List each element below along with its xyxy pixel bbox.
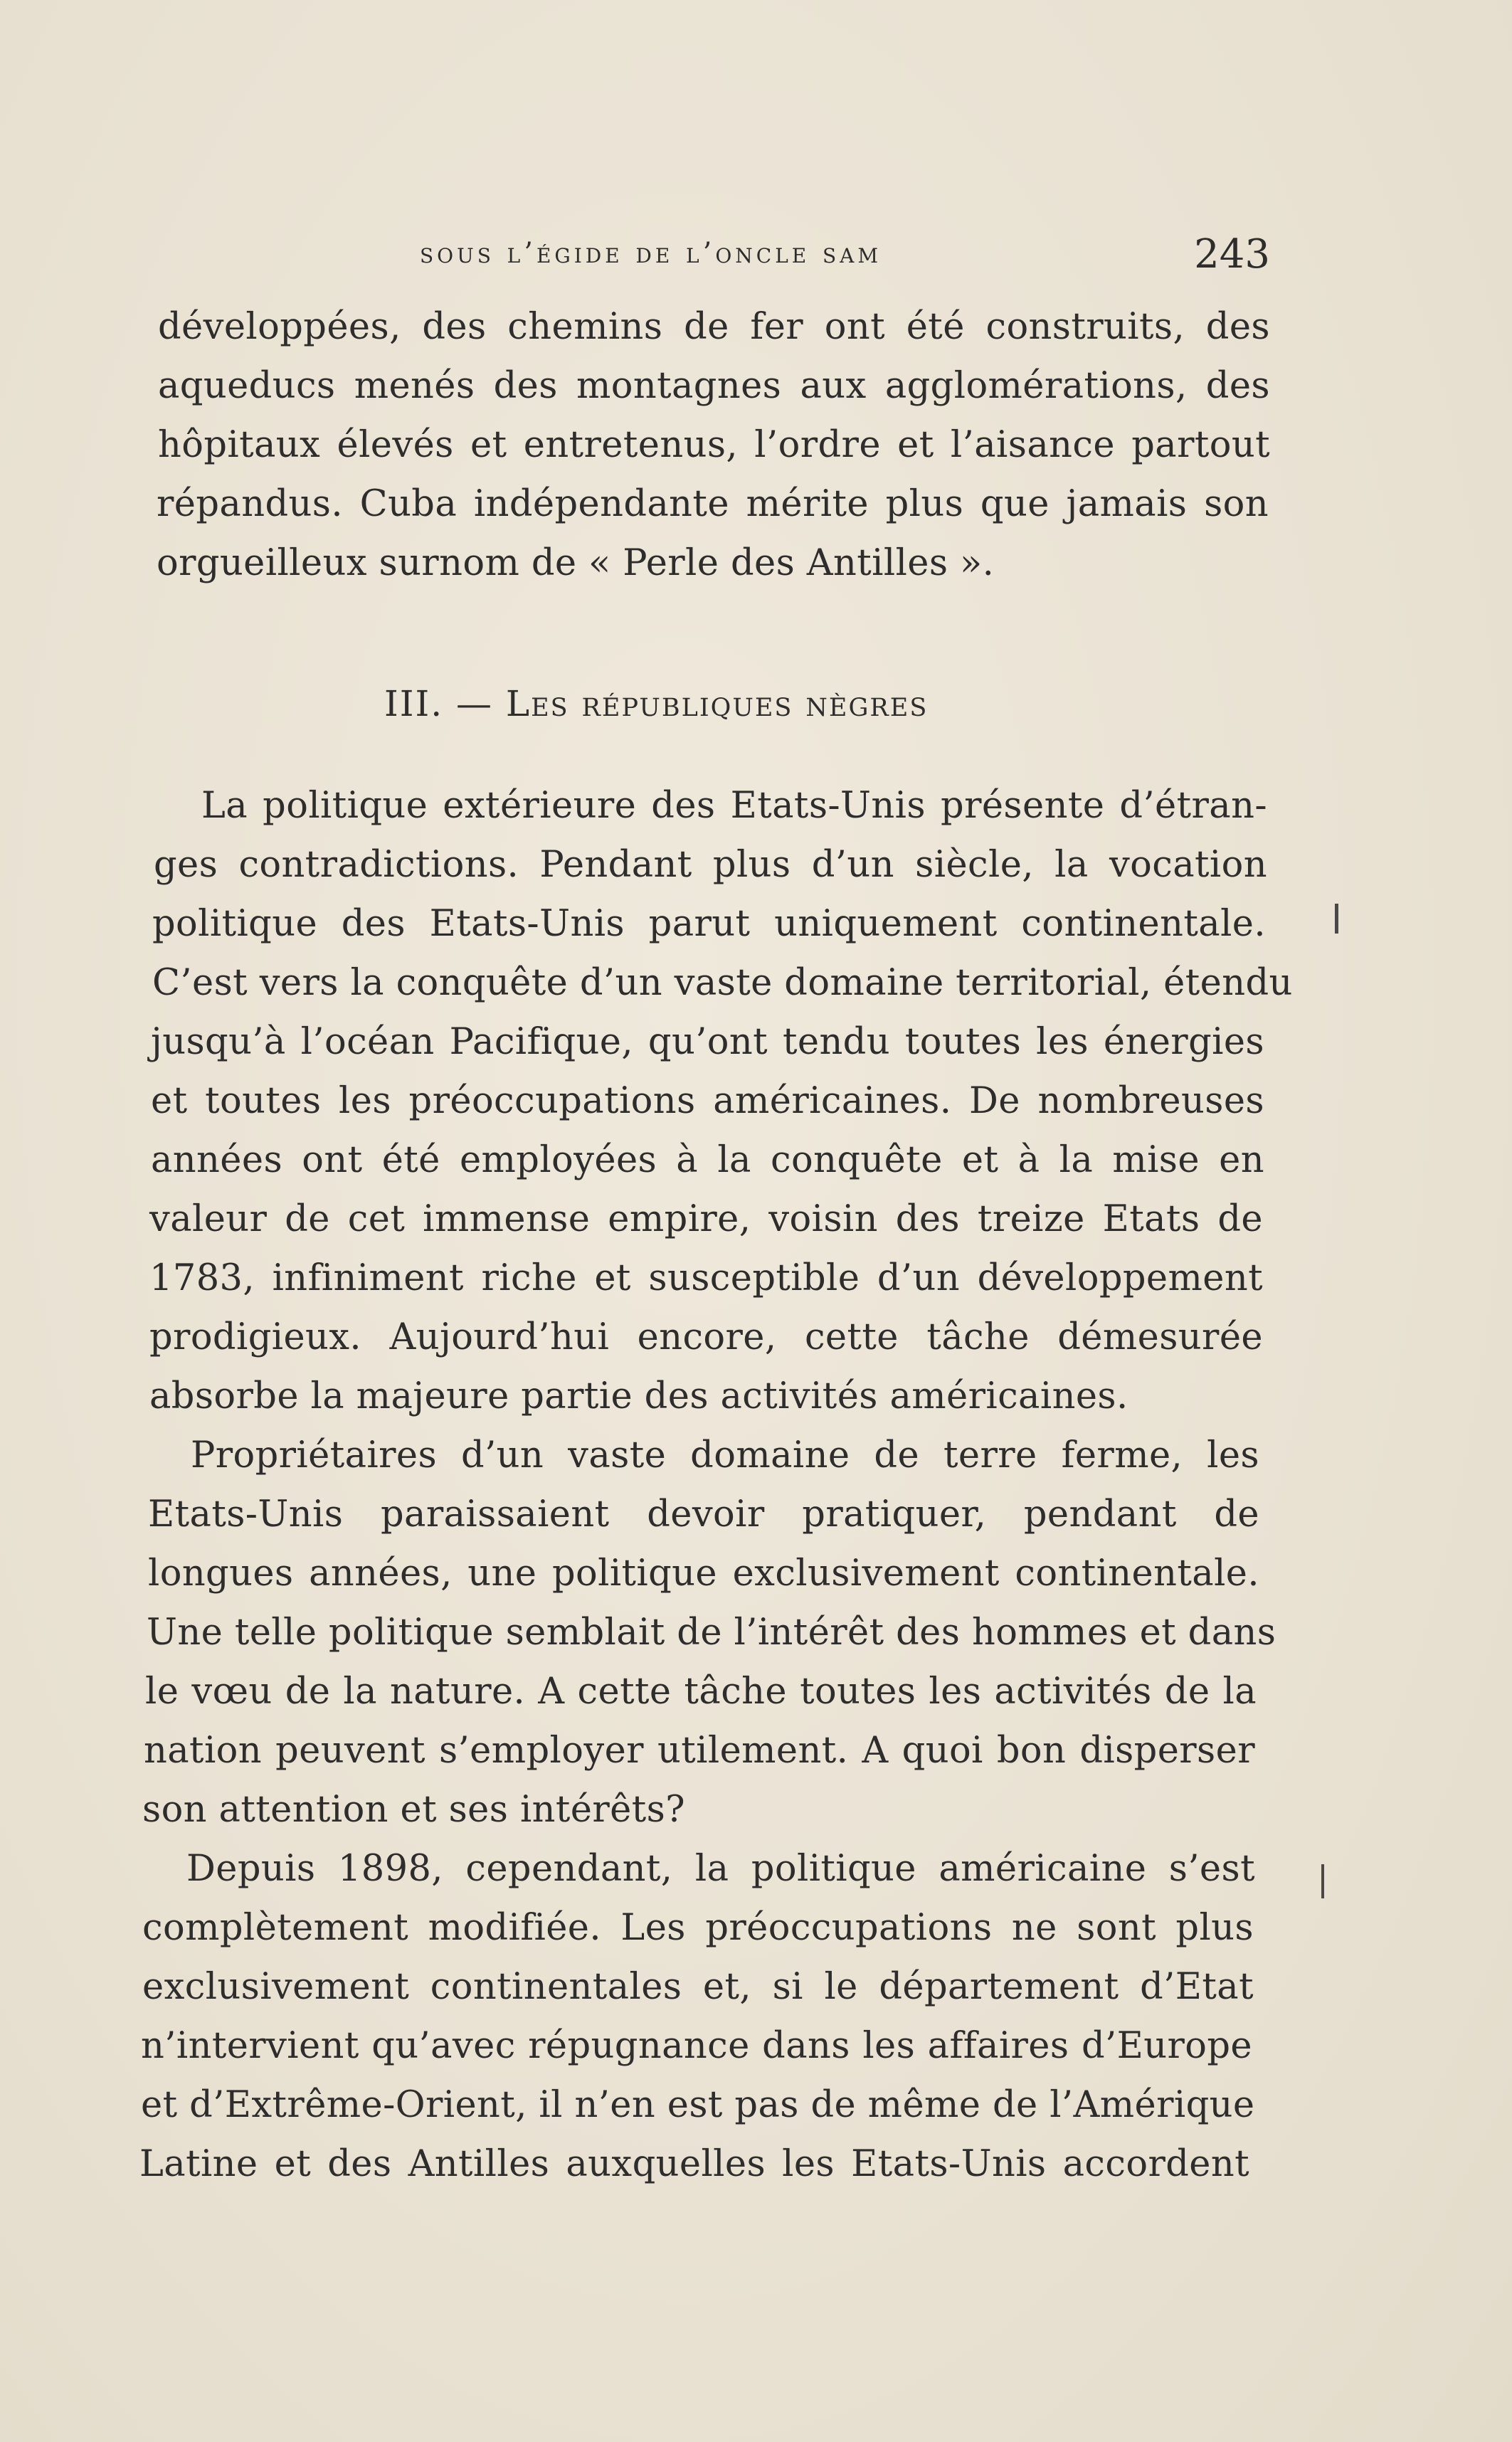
text-line: orgueilleux surnom de « Perle des Antilles ». xyxy=(157,542,995,584)
text-line: et toutes les préoccupations américaines. De nombreuses xyxy=(151,1080,1264,1122)
text-line: politique des Etats-Unis parut uniquement continentale. xyxy=(152,903,1266,945)
text-line: et d’Extrême-Orient, il n’en est pas de même de l’Amérique xyxy=(141,2084,1255,2126)
text-line: complètement modifiée. Les préoccupations ne sont plus xyxy=(142,1907,1254,1949)
text-line: développées, des chemins de fer ont été construits, des xyxy=(158,306,1270,348)
margin-mark xyxy=(1335,904,1338,934)
text-line: prodigieux. Aujourd’hui encore, cette tâche démesurée xyxy=(149,1316,1263,1358)
text-line: n’intervient qu’avec répugnance dans les affaires d’Europe xyxy=(141,2025,1252,2067)
text-line: exclusivement continentales et, si le département d’Etat xyxy=(142,1966,1254,2008)
text-line: longues années, une politique exclusivement continentale. xyxy=(148,1553,1259,1595)
text-line: Depuis 1898, cependant, la politique américaine s’est xyxy=(186,1848,1255,1890)
text-line: Une telle politique semblait de l’intérêt des hommes et dans xyxy=(147,1612,1276,1654)
text-line: répandus. Cuba indépendante mérite plus que jamais son xyxy=(157,483,1269,525)
text-line: son attention et ses intérêts? xyxy=(142,1789,685,1831)
text-line: le vœu de la nature. A cette tâche toutes les activités de la xyxy=(145,1671,1257,1713)
text-line: nation peuvent s’employer utilement. A quoi bon disperser xyxy=(144,1730,1255,1772)
section-heading xyxy=(384,683,928,724)
text-line: aqueducs menés des montagnes aux agglomérations, des xyxy=(158,365,1270,407)
text-line: Propriétaires d’un vaste domaine de terre ferme, les xyxy=(191,1434,1259,1476)
section-heading-text: III. — Les républiques nègres xyxy=(384,683,929,724)
margin-mark xyxy=(1321,1864,1324,1898)
text-line: Etats-Unis paraissaient devoir pratiquer, pendant de xyxy=(148,1494,1259,1536)
text-line: hôpitaux élevés et entretenus, l’ordre et l’aisance partout xyxy=(158,424,1270,466)
text-line: La politique extérieure des Etats-Unis présente d’étran- xyxy=(201,785,1267,827)
page-number: 243 xyxy=(1194,231,1270,278)
text-line: C’est vers la conquête d’un vaste domaine territorial, étendu xyxy=(152,962,1293,1004)
text-line: jusqu’à l’océan Pacifique, qu’ont tendu toutes les énergies xyxy=(151,1021,1264,1063)
page-header xyxy=(420,231,1270,281)
text-line: années ont été employées à la conquête et à la mise en xyxy=(151,1139,1264,1181)
text-line: ges contradictions. Pendant plus d’un siècle, la vocation xyxy=(154,844,1267,886)
text-line: 1783, infiniment riche et susceptible d’un développement xyxy=(149,1257,1263,1299)
running-head: sous l’égide de l’oncle sam xyxy=(420,237,882,270)
text-line: Latine et des Antilles auxquelles les Etats-Unis accordent xyxy=(139,2143,1249,2185)
text-line: valeur de cet immense empire, voisin des treize Etats de xyxy=(149,1198,1263,1240)
text-line: absorbe la majeure partie des activités américaines. xyxy=(149,1375,1128,1417)
